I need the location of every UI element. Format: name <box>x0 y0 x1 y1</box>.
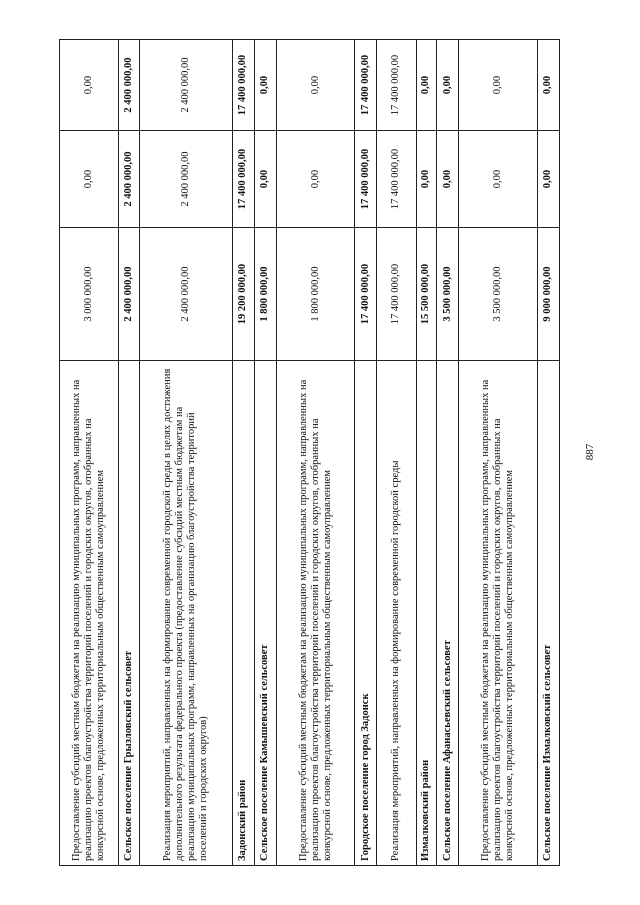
value-cell-2: 0,00 <box>276 131 354 228</box>
row-name-cell: Сельское поселение Грызловский сельсовет <box>118 361 139 866</box>
value-cell-2: 17 400 000,00 <box>232 131 254 228</box>
value-cell-3: 17 400 000,00 <box>232 40 254 131</box>
table-row <box>60 40 119 866</box>
table-row <box>355 40 377 866</box>
value-cell-2: 2 400 000,00 <box>118 131 139 228</box>
row-name-cell: Задонский район <box>232 361 254 866</box>
value-cell-3: 0,00 <box>459 40 537 131</box>
value-cell-3: 0,00 <box>254 40 276 131</box>
value-cell-3: 17 400 000,00 <box>355 40 377 131</box>
value-cell-3: 0,00 <box>276 40 354 131</box>
row-name-cell: Предоставление субсидий местным бюджетам на реализацию муниципальных программ, направленных на реализацию проектов благоустройства территорий поселений и городских округов, отобранных на конкурсной основе, предложенных территориальным общественным самоуправлением <box>276 361 354 866</box>
value-cell-3: 0,00 <box>537 40 559 131</box>
table-row <box>437 40 459 866</box>
value-cell-1: 3 500 000,00 <box>437 228 459 361</box>
value-cell-1: 9 000 000,00 <box>537 228 559 361</box>
rotated-table-container <box>59 40 560 866</box>
row-name-cell: Предоставление субсидий местным бюджетам на реализацию муниципальных программ, направленных на реализацию проектов благоустройства территорий поселений и городских округов, отобранных на конкурсной основе, предложенных территориальным общественным самоуправлением <box>459 361 537 866</box>
table-row <box>537 40 559 866</box>
value-cell-2: 0,00 <box>60 131 119 228</box>
value-cell-3: 0,00 <box>60 40 119 131</box>
value-cell-2: 0,00 <box>459 131 537 228</box>
value-cell-3: 2 400 000,00 <box>139 40 232 131</box>
value-cell-2: 17 400 000,00 <box>355 131 377 228</box>
value-cell-1: 3 500 000,00 <box>459 228 537 361</box>
value-cell-2: 0,00 <box>254 131 276 228</box>
table-row <box>254 40 276 866</box>
row-name-cell: Сельское поселение Афанасьевский сельсовет <box>437 361 459 866</box>
table-row <box>232 40 254 866</box>
table-row <box>416 40 437 866</box>
row-name-cell: Сельское поселение Измалковский сельсовет <box>537 361 559 866</box>
table-row <box>377 40 416 866</box>
value-cell-1: 1 800 000,00 <box>254 228 276 361</box>
value-cell-2: 2 400 000,00 <box>139 131 232 228</box>
value-cell-1: 17 400 000,00 <box>355 228 377 361</box>
value-cell-1: 2 400 000,00 <box>139 228 232 361</box>
value-cell-3: 2 400 000,00 <box>118 40 139 131</box>
row-name-cell: Реализация мероприятий, направленных на формирование современной городской среды в целях достижения дополнительного результата федерального проекта (предоставление субсидий местным бюджетам на реализацию муниципальных программ, направленных на организацию благоустройства территорий поселений и городских округов) <box>139 361 232 866</box>
value-cell-2: 0,00 <box>416 131 437 228</box>
value-cell-1: 15 500 000,00 <box>416 228 437 361</box>
row-name-cell: Предоставление субсидий местным бюджетам на реализацию муниципальных программ, направленных на реализацию проектов благоустройства территорий поселений и городских округов, отобранных на конкурсной основе, предложенных территориальным общественным самоуправлением <box>60 361 119 866</box>
row-name-cell: Реализация мероприятий, направленных на формирование современной городской среды <box>377 361 416 866</box>
table-row <box>139 40 232 866</box>
page-number: 887 <box>584 443 596 461</box>
table-row <box>276 40 354 866</box>
value-cell-1: 19 200 000,00 <box>232 228 254 361</box>
row-name-cell: Городское поселение город Задонск <box>355 361 377 866</box>
value-cell-1: 17 400 000,00 <box>377 228 416 361</box>
value-cell-2: 17 400 000,00 <box>377 131 416 228</box>
row-name-cell: Измалковский район <box>416 361 437 866</box>
value-cell-2: 0,00 <box>437 131 459 228</box>
table-row <box>459 40 537 866</box>
value-cell-2: 0,00 <box>537 131 559 228</box>
budget-table <box>59 39 560 866</box>
value-cell-1: 1 800 000,00 <box>276 228 354 361</box>
table-row <box>118 40 139 866</box>
value-cell-3: 0,00 <box>437 40 459 131</box>
value-cell-1: 2 400 000,00 <box>118 228 139 361</box>
row-name-cell: Сельское поселение Камышевский сельсовет <box>254 361 276 866</box>
value-cell-3: 17 400 000,00 <box>377 40 416 131</box>
budget-table-body <box>60 40 560 866</box>
value-cell-3: 0,00 <box>416 40 437 131</box>
value-cell-1: 3 000 000,00 <box>60 228 119 361</box>
